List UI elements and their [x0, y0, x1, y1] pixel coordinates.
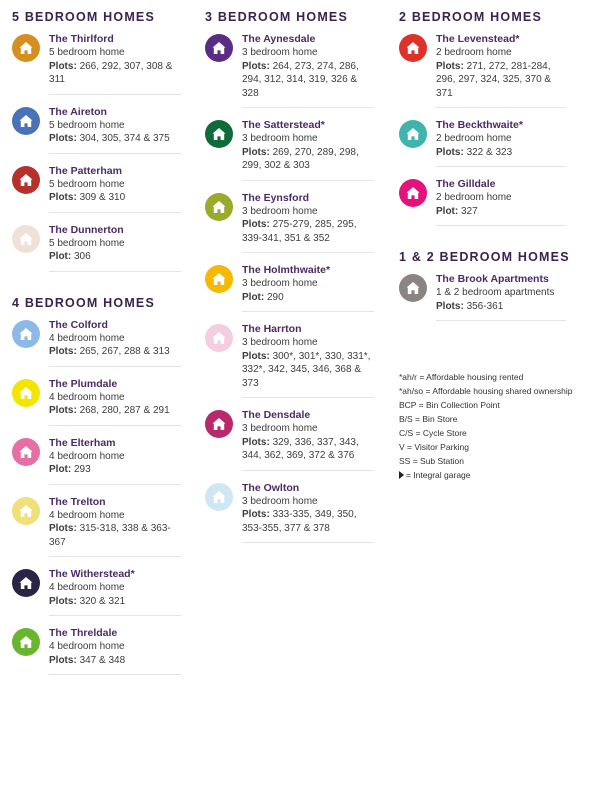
home-the-holmthwaite	[205, 264, 385, 312]
home-plots	[242, 436, 374, 463]
home-plots	[436, 205, 566, 219]
home-info	[49, 224, 181, 272]
home-name: The Aireton	[49, 105, 107, 118]
home-type: 3 bedroom home	[242, 47, 318, 58]
triangle-icon	[399, 471, 404, 479]
home-info	[49, 33, 181, 95]
home-the-thirlford	[12, 33, 192, 95]
house-icon	[12, 107, 40, 135]
plots-value: 269, 270, 289, 298, 299, 302 & 303	[242, 146, 359, 171]
plots-label: Plot:	[49, 464, 72, 475]
house-icon	[12, 569, 40, 597]
column-middle	[205, 10, 385, 554]
plots-label: Plot:	[49, 251, 72, 262]
plots-value: 300*, 301*, 330, 331*, 332*, 342, 345, 346, 368 & 373	[242, 350, 371, 389]
home-plots	[49, 191, 181, 205]
legend-garage-text: = Integral garage	[406, 470, 471, 480]
home-plots	[436, 60, 566, 101]
plots-label: Plots:	[242, 60, 270, 72]
legend-line: BCP = Bin Collection Point	[399, 400, 500, 410]
legend-line: SS = Sub Station	[399, 456, 464, 466]
home-plots	[242, 218, 374, 245]
home-name: The Harrton	[242, 323, 302, 335]
home-the-harrton	[205, 323, 385, 398]
plots-value: 271, 272, 281-284, 296, 297, 324, 325, 370 & 371	[436, 60, 552, 99]
home-info	[242, 192, 374, 254]
home-plots	[242, 291, 374, 305]
home-the-witherstead	[12, 568, 192, 616]
home-plots	[49, 404, 181, 418]
home-name: The Patterham	[49, 164, 122, 177]
home-name: The Plumdale	[49, 377, 118, 390]
house-icon	[12, 379, 40, 407]
house-icon	[399, 274, 427, 302]
home-name: The Beckthwaite*	[436, 119, 523, 131]
plots-value: 315-318, 338 & 363-367	[49, 523, 171, 548]
section-title: 4 BEDROOM HOMES	[12, 295, 156, 310]
home-the-beckthwaite	[399, 119, 594, 167]
home-info	[436, 119, 566, 167]
home-plots	[49, 60, 181, 87]
home-info	[242, 482, 374, 544]
house-icon	[12, 166, 40, 194]
column-left	[12, 10, 192, 686]
home-name: The Thirlford	[49, 33, 114, 45]
home-the-aireton	[12, 106, 192, 154]
plots-value: 264, 273, 274, 286, 294, 312, 314, 319, 326 & 328	[242, 60, 359, 99]
home-info	[49, 106, 181, 154]
plots-label: Plots:	[242, 350, 270, 362]
plots-label: Plots:	[436, 146, 464, 158]
section-title: 5 BEDROOM HOMES	[12, 10, 156, 24]
plots-label: Plots:	[436, 60, 464, 72]
home-plots	[436, 300, 566, 314]
home-info	[436, 33, 566, 108]
home-plots	[49, 522, 181, 549]
plots-label: Plots:	[49, 133, 77, 144]
home-plots	[49, 654, 181, 668]
plots-label: Plots:	[49, 192, 77, 203]
home-type: 3 bedroom home	[242, 278, 318, 289]
house-icon	[205, 410, 233, 438]
home-the-trelton	[12, 496, 192, 558]
plots-value: 322 & 323	[466, 146, 513, 158]
home-plots	[49, 345, 181, 359]
home-the-satterstead	[205, 119, 385, 181]
home-name: The Colford	[49, 318, 108, 331]
home-plots	[49, 250, 181, 264]
home-info	[242, 264, 374, 312]
legend-line: V = Visitor Parking	[399, 442, 470, 452]
home-name: The Eynsford	[242, 191, 310, 204]
home-the-owlton	[205, 482, 385, 544]
home-name: The Trelton	[49, 495, 106, 508]
home-plots	[242, 508, 374, 535]
plots-value: 266, 292, 307, 308 & 311	[49, 60, 173, 85]
home-name: The Holmthwaite*	[242, 264, 331, 276]
section-title: 3 BEDROOM HOMES	[205, 10, 349, 24]
home-info	[436, 273, 566, 321]
home-the-aynesdale	[205, 33, 385, 108]
home-info	[242, 33, 374, 108]
plots-label: Plots:	[49, 60, 77, 72]
home-type: 5 bedroom home	[49, 178, 125, 190]
home-the-gilldale	[399, 178, 594, 226]
plots-label: Plots:	[242, 146, 270, 158]
home-the-levenstead	[399, 33, 594, 108]
home-type: 4 bedroom home	[49, 391, 125, 403]
home-name: The Densdale	[242, 409, 311, 421]
home-type: 5 bedroom home	[49, 47, 125, 58]
house-icon	[205, 483, 233, 511]
plots-label: Plots:	[49, 523, 77, 534]
plots-value: 306	[74, 251, 91, 262]
plots-value: 290	[267, 291, 284, 303]
home-the-plumdale	[12, 378, 192, 426]
home-plots	[242, 350, 374, 391]
home-name: The Threldale	[49, 627, 118, 639]
home-name: The Aynesdale	[242, 33, 316, 45]
home-info	[436, 178, 566, 226]
home-the-eynsford	[205, 192, 385, 254]
home-info	[49, 319, 181, 367]
plots-label: Plots:	[49, 405, 77, 416]
home-info	[49, 496, 181, 558]
house-icon	[12, 628, 40, 656]
house-icon	[12, 320, 40, 348]
home-info	[49, 165, 181, 213]
legend-line: *ah/r = Affordable housing rented	[399, 372, 524, 382]
home-the-dunnerton	[12, 224, 192, 272]
home-type: 5 bedroom home	[49, 237, 125, 249]
home-type: 3 bedroom home	[242, 133, 318, 144]
plots-value: 356-361	[466, 300, 504, 312]
plots-label: Plots:	[242, 436, 270, 448]
section-title: 2 BEDROOM HOMES	[399, 10, 543, 24]
plots-label: Plot:	[242, 291, 265, 303]
home-name: The Satterstead*	[242, 119, 325, 131]
home-plots	[49, 132, 181, 146]
home-the-elterham	[12, 437, 192, 485]
house-icon	[12, 497, 40, 525]
plots-value: 275-279, 285, 295, 339-341, 351 & 352	[242, 219, 357, 244]
house-icon	[399, 120, 427, 148]
home-name: The Witherstead*	[49, 568, 135, 580]
home-the-patterham	[12, 165, 192, 213]
home-type: 2 bedroom home	[436, 47, 512, 58]
home-type: 3 bedroom home	[242, 337, 318, 348]
home-plots	[49, 463, 181, 477]
plots-value: 265, 267, 288 & 313	[79, 346, 170, 357]
legend-line: *ah/so = Affordable housing shared ownership	[399, 386, 573, 396]
home-type: 1 & 2 bedroom apartments	[436, 287, 555, 298]
plots-value: 268, 280, 287 & 291	[79, 405, 170, 416]
plots-value: 329, 336, 337, 343, 344, 362, 369, 372 & 376	[242, 436, 359, 461]
house-icon	[205, 265, 233, 293]
legend-garage	[399, 468, 599, 482]
home-plots	[242, 60, 374, 101]
home-name: The Brook Apartments	[436, 273, 549, 285]
plots-label: Plots:	[242, 509, 270, 520]
legend-line: B/S = Bin Store	[399, 414, 458, 424]
home-type: 4 bedroom home	[49, 582, 125, 593]
house-icon	[12, 438, 40, 466]
plots-value: 333-335, 349, 350, 353-355, 377 & 378	[242, 509, 357, 534]
plots-label: Plots:	[49, 654, 77, 666]
house-icon	[205, 193, 233, 221]
home-type: 4 bedroom home	[49, 450, 125, 462]
home-name: The Dunnerton	[49, 223, 124, 236]
plots-label: Plots:	[49, 346, 77, 357]
plots-value: 309 & 310	[79, 192, 126, 203]
plots-label: Plots:	[242, 219, 270, 230]
plots-value: 320 & 321	[79, 595, 126, 607]
home-type: 2 bedroom home	[436, 133, 512, 144]
home-type: 3 bedroom home	[242, 495, 318, 507]
home-name: The Elterham	[49, 436, 116, 449]
home-the-colford	[12, 319, 192, 367]
home-type: 4 bedroom home	[49, 332, 125, 344]
legend	[399, 370, 599, 482]
home-type: 2 bedroom home	[436, 192, 512, 203]
house-icon	[399, 34, 427, 62]
home-type: 4 bedroom home	[49, 641, 125, 652]
home-info	[242, 323, 374, 398]
home-name: The Owlton	[242, 481, 300, 494]
house-icon	[205, 120, 233, 148]
home-plots	[436, 146, 566, 160]
plots-value: 327	[461, 205, 478, 217]
house-icon	[205, 324, 233, 352]
home-info	[242, 409, 374, 471]
plots-label: Plots:	[49, 595, 77, 607]
home-type: 4 bedroom home	[49, 509, 125, 521]
home-info	[49, 627, 181, 675]
plots-label: Plot:	[436, 205, 459, 217]
house-icon	[12, 34, 40, 62]
plots-value: 293	[74, 464, 91, 475]
home-info	[49, 437, 181, 485]
column-right	[399, 10, 594, 332]
house-icon	[205, 34, 233, 62]
home-info	[49, 568, 181, 616]
home-type: 3 bedroom home	[242, 205, 318, 217]
home-the-threldale	[12, 627, 192, 675]
home-info	[49, 378, 181, 426]
plots-label: Plots:	[436, 300, 464, 312]
house-icon	[12, 225, 40, 253]
home-the-brook-apartments	[399, 273, 594, 321]
home-type: 5 bedroom home	[49, 119, 125, 131]
home-the-densdale	[205, 409, 385, 471]
home-info	[242, 119, 374, 181]
house-icon	[399, 179, 427, 207]
home-plots	[242, 146, 374, 173]
home-plots	[49, 595, 181, 609]
plots-value: 304, 305, 374 & 375	[79, 133, 170, 144]
plots-value: 347 & 348	[79, 654, 126, 666]
home-name: The Gilldale	[436, 178, 496, 190]
home-type: 3 bedroom home	[242, 423, 318, 434]
home-name: The Levenstead*	[436, 33, 520, 45]
legend-line: C/S = Cycle Store	[399, 428, 467, 438]
section-title: 1 & 2 BEDROOM HOMES	[399, 250, 570, 264]
